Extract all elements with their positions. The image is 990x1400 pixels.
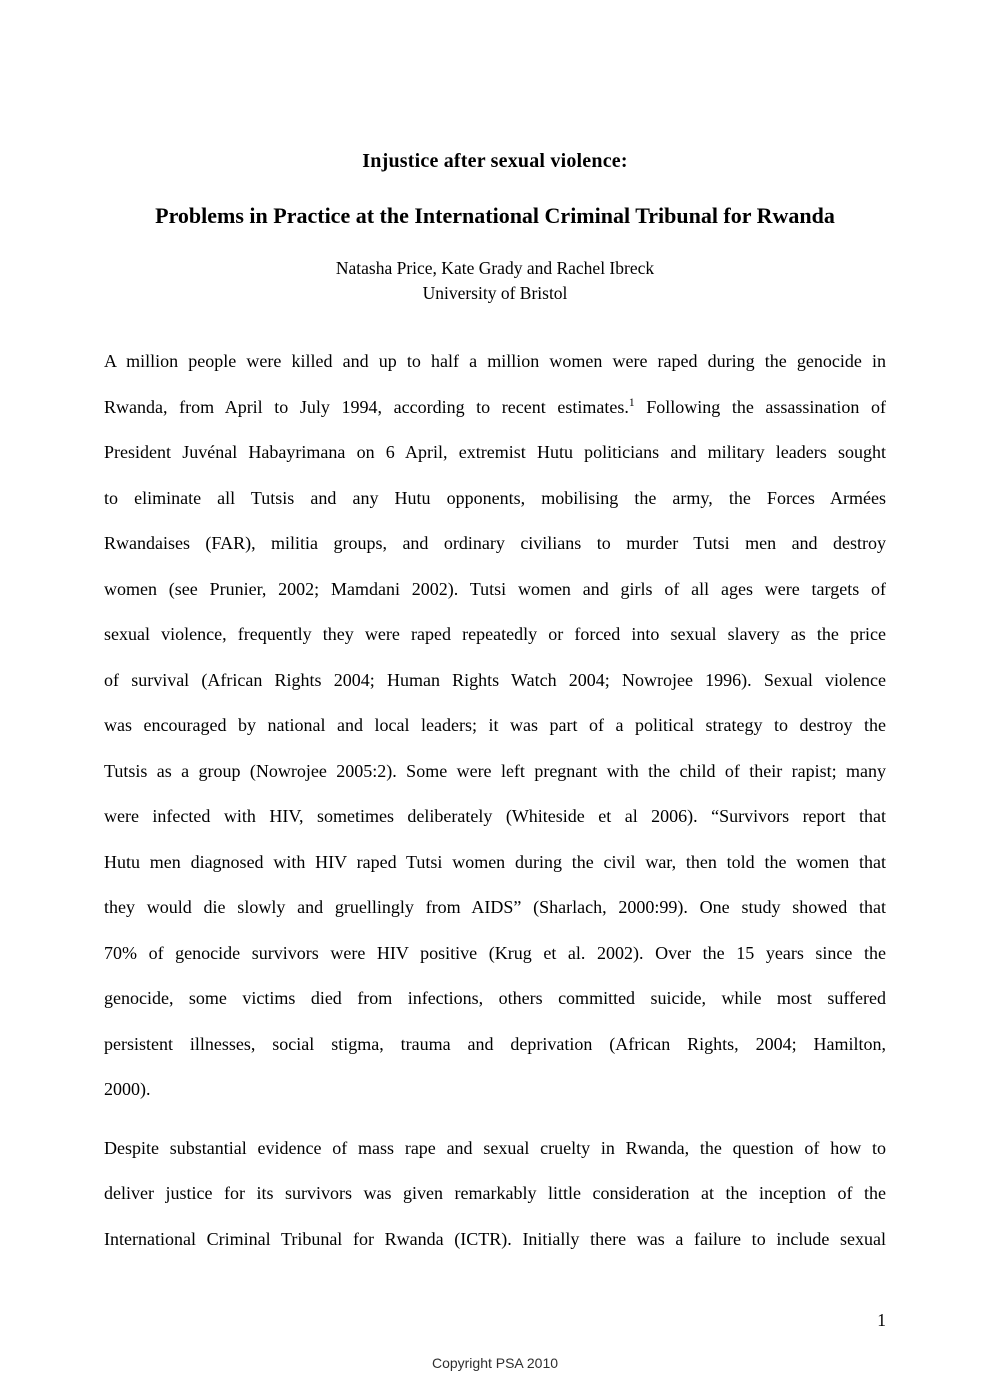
body-line: persistent illnesses, social stigma, trauma and deprivation (African Rights, 2004; Hamilton, [104,1033,886,1054]
body-line [104,385,886,431]
body-line: deliver justice for its survivors was given remarkably little consideration at the inception of the [104,1183,886,1203]
body-line: President Juvénal Habayrimana on 6 April, extremist Hutu politicians and military leaders sought [104,442,886,462]
body-line: was encouraged by national and local leaders; it was part of a political strategy to destroy the [104,715,886,735]
body-line: Hutu men diagnosed with HIV raped Tutsi women during the civil war, then told the women that [104,851,886,872]
affiliation-line: University of Bristol [422,283,568,303]
byline [0,256,990,306]
body-line-text: Rwanda, from April to July 1994, according to recent estimates. [104,396,629,417]
body-line: Tutsis as a group (Nowrojee 2005:2). Some were left pregnant with the child of their rapist; many [104,760,886,781]
body-line: of survival (African Rights 2004; Human Rights Watch 2004; Nowrojee 1996). Sexual violence [104,669,886,690]
paragraph-2 [104,1126,886,1263]
paper-subtitle: Problems in Practice at the International Criminal Tribunal for Rwanda [155,203,835,228]
body-line: 70% of genocide survivors were HIV positive (Krug et al. 2002). Over the 15 years since the [104,942,886,963]
body-text [104,339,886,1262]
body-line: Despite substantial evidence of mass rape and sexual cruelty in Rwanda, the question of how to [104,1137,886,1158]
footnote-ref: 1 [628,396,635,409]
body-line: were infected with HIV, sometimes deliberately (Whiteside et al 2006). “Survivors report that [104,806,886,826]
page-number: 1 [877,1310,886,1330]
body-line: A million people were killed and up to half a million women were raped during the genocide in [104,351,886,371]
body-line: International Criminal Tribunal for Rwanda (ICTR). Initially there was a failure to include sexual [104,1228,886,1249]
body-line: sexual violence, frequently they were raped repeatedly or forced into sexual slavery as the price [104,624,886,644]
body-line: genocide, some victims died from infections, others committed suicide, while most suffered [104,988,886,1008]
body-line: 2000). [104,1079,151,1099]
authors-line: Natasha Price, Kate Grady and Rachel Ibreck [335,258,655,278]
paper-title: Injustice after sexual violence: [362,150,628,172]
body-line: they would die slowly and gruellingly from AIDS” (Sharlach, 2000:99). One study showed that [104,897,886,917]
body-line-text: Following the assassination of [634,396,886,417]
body-line: to eliminate all Tutsis and any Hutu opponents, mobilising the army, the Forces Armées [104,487,886,508]
body-line: Rwandaises (FAR), militia groups, and ordinary civilians to murder Tutsi men and destroy [104,533,886,553]
body-line: women (see Prunier, 2002; Mamdani 2002). Tutsi women and girls of all ages were targets of [104,578,886,599]
copyright-footer: Copyright PSA 2010 [431,1355,559,1371]
paragraph-1 [104,339,886,1113]
